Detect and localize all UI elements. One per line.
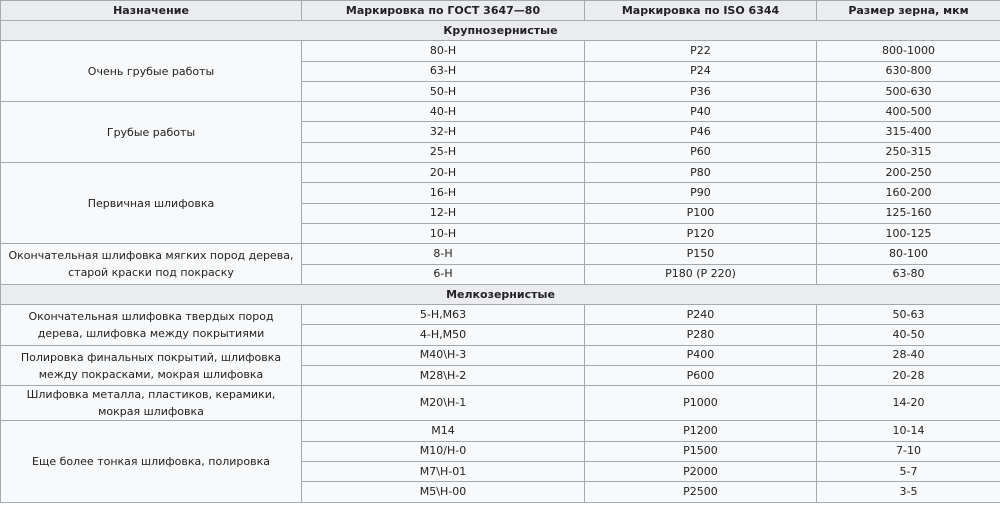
gost-cell: 20-Н: [302, 163, 585, 183]
header-purpose: Назначение: [1, 1, 302, 21]
gost-cell: 5-Н,М63: [302, 305, 585, 325]
iso-cell: P46: [585, 122, 817, 142]
table-row: [1, 305, 1000, 325]
iso-cell: P100: [585, 203, 817, 223]
table-row: [1, 244, 1000, 264]
iso-cell: P90: [585, 183, 817, 203]
header-row: [1, 1, 1000, 21]
gost-cell: 32-Н: [302, 122, 585, 142]
grain-size-cell: 200-250: [817, 163, 1000, 183]
iso-cell: P22: [585, 41, 817, 61]
iso-cell: P1000: [585, 386, 817, 421]
grain-size-cell: 400-500: [817, 102, 1000, 122]
gost-cell: 6-Н: [302, 264, 585, 284]
purpose-cell: Шлифовка металла, пластиков, керамики, мокрая шлифовка: [1, 386, 302, 421]
grain-size-cell: 28-40: [817, 345, 1000, 365]
table-row: [1, 386, 1000, 421]
grain-size-cell: 3-5: [817, 482, 1000, 502]
gost-cell: М5\Н-00: [302, 482, 585, 502]
table-row: [1, 345, 1000, 365]
gost-cell: 10-Н: [302, 223, 585, 243]
gost-cell: 25-Н: [302, 142, 585, 162]
iso-cell: P36: [585, 81, 817, 101]
table-row: [1, 421, 1000, 441]
purpose-cell: Полировка финальных покрытий, шлифовка между покрасками, мокрая шлифовка: [1, 345, 302, 386]
purpose-cell: Грубые работы: [1, 102, 302, 163]
gost-cell: 50-Н: [302, 81, 585, 101]
section-row: [1, 284, 1000, 304]
grain-size-cell: 250-315: [817, 142, 1000, 162]
table-row: [1, 41, 1000, 61]
gost-cell: 40-Н: [302, 102, 585, 122]
gost-cell: 80-Н: [302, 41, 585, 61]
section-title: Мелкозернистые: [1, 284, 1000, 304]
grain-size-cell: 14-20: [817, 386, 1000, 421]
purpose-cell: Первичная шлифовка: [1, 163, 302, 244]
gost-cell: 8-Н: [302, 244, 585, 264]
gost-cell: М40\Н-3: [302, 345, 585, 365]
header-iso: Маркировка по ISO 6344: [585, 1, 817, 21]
grain-size-cell: 63-80: [817, 264, 1000, 284]
grain-size-cell: 500-630: [817, 81, 1000, 101]
grain-size-cell: 7-10: [817, 441, 1000, 461]
grain-size-cell: 80-100: [817, 244, 1000, 264]
iso-cell: P150: [585, 244, 817, 264]
grain-size-cell: 800-1000: [817, 41, 1000, 61]
gost-cell: 4-Н,М50: [302, 325, 585, 345]
purpose-cell: Окончательная шлифовка твердых пород дерева, шлифовка между покрытиями: [1, 305, 302, 346]
iso-cell: P600: [585, 366, 817, 386]
gost-cell: 16-Н: [302, 183, 585, 203]
grain-size-cell: 100-125: [817, 223, 1000, 243]
iso-cell: P80: [585, 163, 817, 183]
grain-size-cell: 5-7: [817, 461, 1000, 481]
iso-cell: P1500: [585, 441, 817, 461]
section-row: [1, 21, 1000, 41]
grain-size-cell: 125-160: [817, 203, 1000, 223]
iso-cell: P40: [585, 102, 817, 122]
section-title: Крупнозернистые: [1, 21, 1000, 41]
gost-cell: 63-Н: [302, 61, 585, 81]
gost-cell: М10/Н-0: [302, 441, 585, 461]
grain-size-cell: 40-50: [817, 325, 1000, 345]
iso-cell: P240: [585, 305, 817, 325]
header-grain-size: Размер зерна, мкм: [817, 1, 1000, 21]
iso-cell: P120: [585, 223, 817, 243]
iso-cell: P400: [585, 345, 817, 365]
iso-cell: P280: [585, 325, 817, 345]
grain-size-cell: 315-400: [817, 122, 1000, 142]
purpose-cell: Окончательная шлифовка мягких пород дерева, старой краски под покраску: [1, 244, 302, 285]
iso-cell: P24: [585, 61, 817, 81]
gost-cell: М7\Н-01: [302, 461, 585, 481]
purpose-cell: Очень грубые работы: [1, 41, 302, 102]
gost-cell: М20\Н-1: [302, 386, 585, 421]
iso-cell: P2500: [585, 482, 817, 502]
iso-cell: P60: [585, 142, 817, 162]
grain-size-cell: 160-200: [817, 183, 1000, 203]
gost-cell: М28\Н-2: [302, 366, 585, 386]
iso-cell: P2000: [585, 461, 817, 481]
table-header: [1, 1, 1000, 21]
grain-size-cell: 10-14: [817, 421, 1000, 441]
table-row: [1, 163, 1000, 183]
table-body: [1, 21, 1000, 503]
iso-cell: P1200: [585, 421, 817, 441]
gost-cell: М14: [302, 421, 585, 441]
header-gost: Маркировка по ГОСТ 3647—80: [302, 1, 585, 21]
iso-cell: P180 (P 220): [585, 264, 817, 284]
purpose-cell: Еще более тонкая шлифовка, полировка: [1, 421, 302, 502]
gost-cell: 12-Н: [302, 203, 585, 223]
grain-size-cell: 50-63: [817, 305, 1000, 325]
table-row: [1, 102, 1000, 122]
grain-size-cell: 20-28: [817, 366, 1000, 386]
grain-size-cell: 630-800: [817, 61, 1000, 81]
